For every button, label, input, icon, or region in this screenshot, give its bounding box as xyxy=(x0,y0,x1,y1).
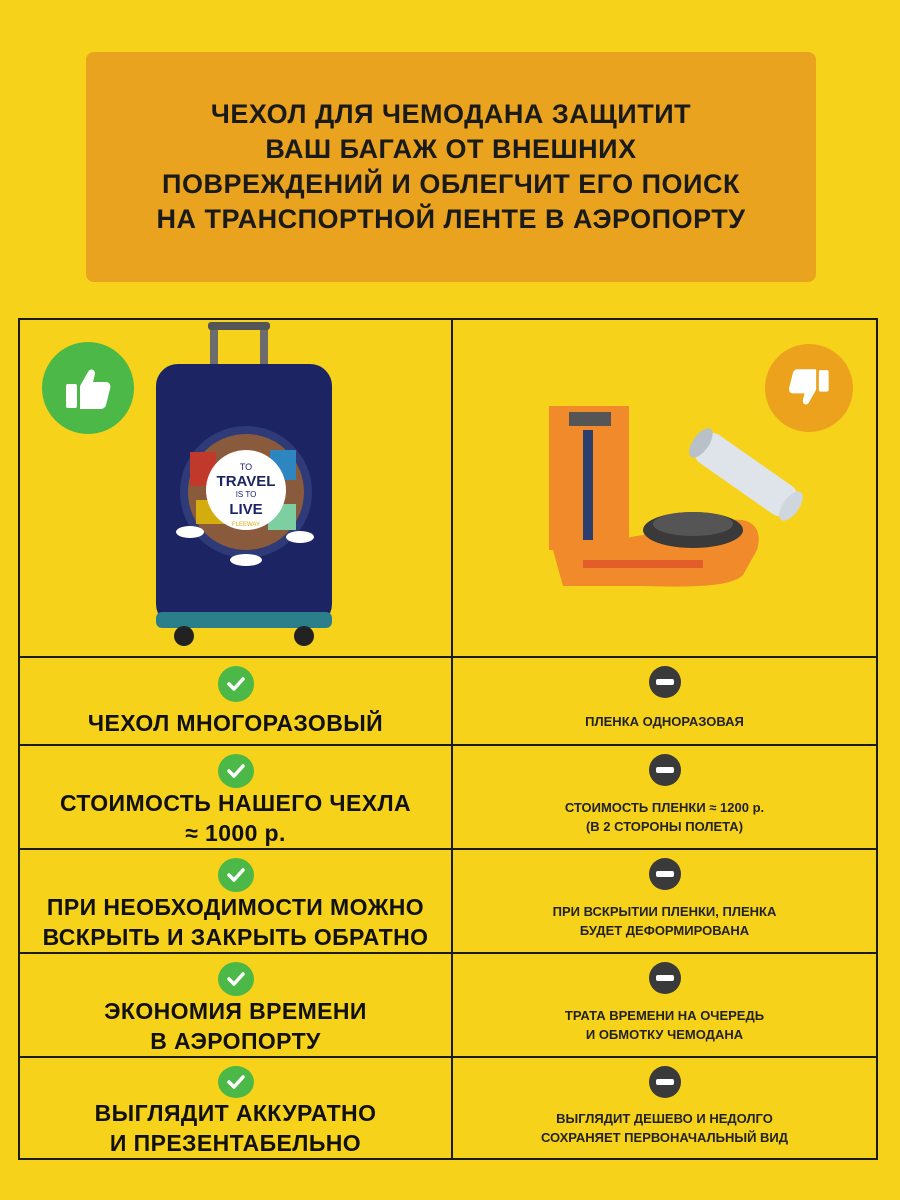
cover-image-cell xyxy=(20,320,451,656)
con-text: ПЛЕНКА ОДНОРАЗОВАЯ xyxy=(585,713,744,729)
pro-row-3 xyxy=(20,850,451,952)
banner-title: ЧЕХОЛ ДЛЯ ЧЕМОДАНА ЗАЩИТИТ ВАШ БАГАЖ ОТ ВНЕШНИХ ПОВРЕЖДЕНИЙ И ОБЛЕГЧИТ ЕГО ПОИСК НА ТРАНСПОРТНОЙ ЛЕНТЕ В АЭРОПОРТУ xyxy=(156,99,746,234)
thumbs-up-icon xyxy=(42,342,134,434)
check-icon xyxy=(218,962,254,996)
pro-text: СТОИМОСТЬ НАШЕГО ЧЕХЛА ≈ 1000 р. xyxy=(59,790,412,846)
con-text: ТРАТА ВРЕМЕНИ НА ОЧЕРЕДЬ И ОБМОТКУ ЧЕМОДАНА xyxy=(564,1008,765,1042)
pro-row-1 xyxy=(20,658,451,744)
con-row-1 xyxy=(453,658,876,744)
con-row-4 xyxy=(453,954,876,1056)
minus-icon xyxy=(649,666,681,698)
minus-icon xyxy=(649,962,681,994)
badge-text-is-to: IS TO xyxy=(235,490,257,499)
wrapping-machine-image xyxy=(543,400,803,600)
pro-text: ЭКОНОМИЯ ВРЕМЕНИ В АЭРОПОРТУ xyxy=(104,998,367,1054)
check-icon xyxy=(218,666,254,702)
con-text: СТОИМОСТЬ ПЛЕНКИ ≈ 1200 р. (В 2 СТОРОНЫ ПОЛЕТА) xyxy=(564,800,765,834)
minus-icon xyxy=(649,858,681,890)
con-row-2 xyxy=(453,746,876,848)
pro-row-2 xyxy=(20,746,451,848)
badge-text-to: TO xyxy=(239,462,253,472)
pro-text: ПРИ НЕОБХОДИМОСТИ МОЖНО ВСКРЫТЬ И ЗАКРЫТЬ ОБРАТНО xyxy=(42,894,429,950)
badge-text-live: LIVE xyxy=(229,501,263,518)
minus-icon xyxy=(649,1066,681,1098)
pro-text: ВЫГЛЯДИТ АККУРАТНО И ПРЕЗЕНТАБЕЛЬНО xyxy=(94,1100,377,1156)
badge-text-travel: TRAVEL xyxy=(216,473,276,490)
pro-row-5 xyxy=(20,1058,451,1158)
brand-label: FLEEWAY xyxy=(231,522,261,528)
header-banner xyxy=(86,52,816,282)
check-icon xyxy=(218,754,254,788)
con-row-3 xyxy=(453,850,876,952)
suitcase-cover-image xyxy=(150,322,350,652)
minus-icon xyxy=(649,754,681,786)
pro-row-4 xyxy=(20,954,451,1056)
check-icon xyxy=(218,858,254,892)
comparison-table xyxy=(18,318,878,1160)
con-text: ВЫГЛЯДИТ ДЕШЕВО И НЕДОЛГО СОХРАНЯЕТ ПЕРВОНАЧАЛЬНЫЙ ВИД xyxy=(540,1111,789,1145)
pro-text: ЧЕХОЛ МНОГОРАЗОВЫЙ xyxy=(87,710,384,736)
film-image-cell xyxy=(453,320,876,656)
con-row-5 xyxy=(453,1058,876,1158)
check-icon xyxy=(218,1066,254,1098)
con-text: ПРИ ВСКРЫТИИ ПЛЕНКИ, ПЛЕНКА БУДЕТ ДЕФОРМИРОВАНА xyxy=(552,904,777,938)
